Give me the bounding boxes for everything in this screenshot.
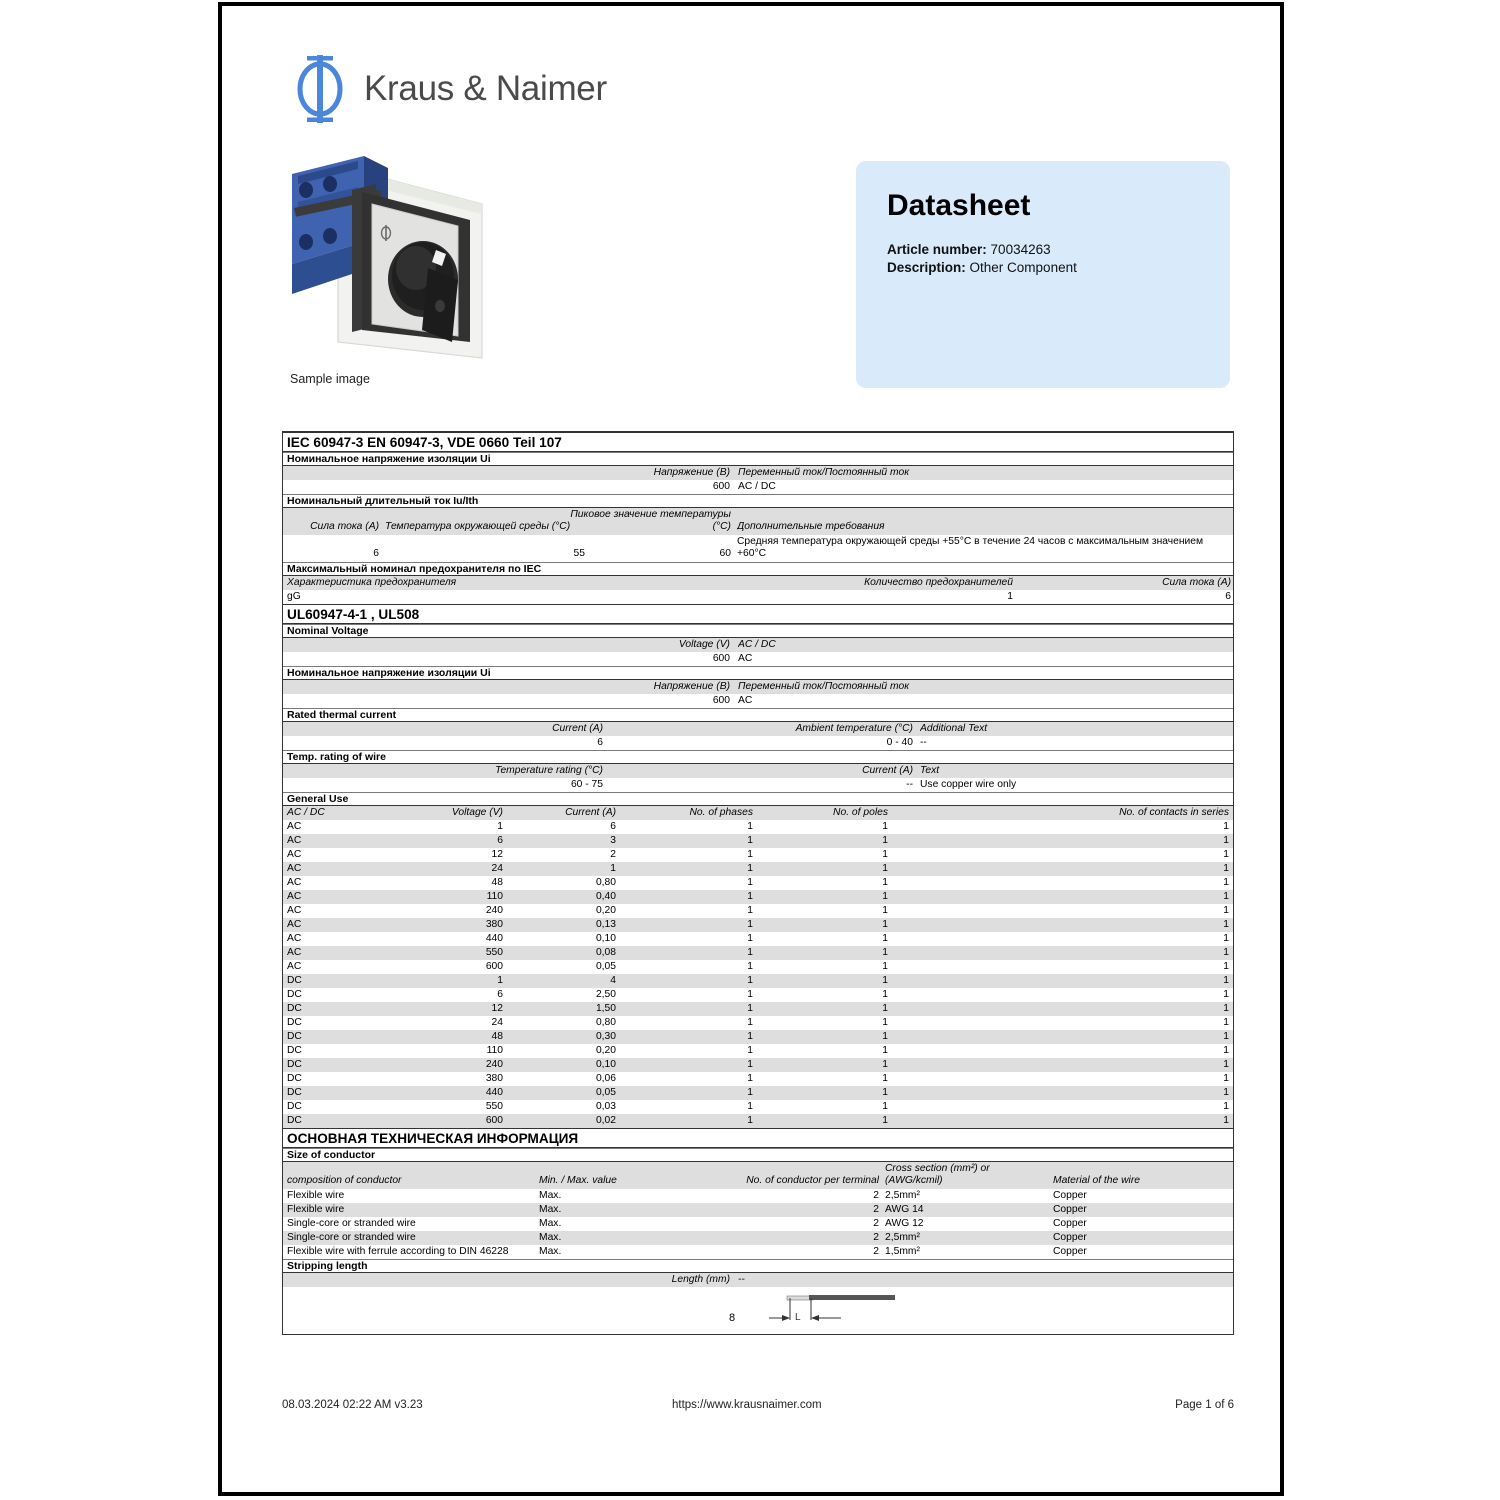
table-row <box>283 1231 1233 1245</box>
size-of-conductor-rows <box>283 1189 1233 1259</box>
table-cell: Flexible wire <box>287 1190 345 1201</box>
table-cell: DC <box>287 989 302 1000</box>
table-cell: Copper <box>1053 1204 1087 1215</box>
table-row: gG 1 6 <box>283 590 1233 604</box>
table-cell: 0,80 <box>595 1017 616 1028</box>
table-cell: DC <box>287 1073 302 1084</box>
table-cell: 1 <box>882 835 888 846</box>
table-cell: 1 <box>882 905 888 916</box>
table-cell: AC <box>287 877 302 888</box>
table-cell: 0,20 <box>595 1045 616 1056</box>
table-cell: 2,5mm² <box>885 1190 920 1201</box>
table-row: 600 AC / DC <box>283 480 1233 494</box>
table-cell: 2,5mm² <box>885 1232 920 1243</box>
table-cell: 1 <box>747 1045 753 1056</box>
table-cell: 1 <box>497 821 503 832</box>
table-cell: Flexible wire with ferrule according to DIN 46228 <box>287 1246 509 1257</box>
table-row <box>283 1100 1233 1114</box>
table-cell: DC <box>287 1115 302 1126</box>
table-cell: DC <box>287 1031 302 1042</box>
article-number-label: Article number: <box>887 242 987 257</box>
table-cell: 1 <box>747 975 753 986</box>
table-row: 6 55 60 Средняя температура окружающей среды +55°C в течение 24 часов с максимальным значением +60°C <box>283 535 1233 562</box>
table-row <box>283 1217 1233 1231</box>
table-cell: 2 <box>873 1232 879 1243</box>
table-cell: 1 <box>610 863 616 874</box>
description-label: Description: <box>887 260 966 275</box>
table-cell: 1 <box>882 821 888 832</box>
table-cell: 12 <box>491 1003 503 1014</box>
table-cell: 380 <box>485 1073 503 1084</box>
table-row <box>283 890 1233 904</box>
table-cell: 1 <box>747 891 753 902</box>
table-cell: 1 <box>882 1087 888 1098</box>
table-cell: 1 <box>882 1003 888 1014</box>
table-cell: 1 <box>747 1101 753 1112</box>
table-cell: 0,10 <box>595 933 616 944</box>
table-cell: 1 <box>882 975 888 986</box>
table-cell: 1 <box>1223 891 1229 902</box>
table-bottom-border <box>283 1333 1233 1335</box>
subsection-iec-thermal: Номинальный длительный ток Iu/Ith <box>283 494 1233 508</box>
table-row <box>283 1072 1233 1086</box>
table-cell: 1 <box>747 877 753 888</box>
table-cell: 48 <box>491 877 503 888</box>
table-cell: AC <box>287 905 302 916</box>
table-cell: 1,5mm² <box>885 1246 920 1257</box>
table-cell: 1 <box>1223 905 1229 916</box>
subsection-iec-insulation: Номинальное напряжение изоляции Ui <box>283 452 1233 466</box>
table-cell: 12 <box>491 849 503 860</box>
footer-page-number: Page 1 of 6 <box>1175 1399 1234 1411</box>
table-row <box>283 904 1233 918</box>
article-number-value: 70034263 <box>990 242 1051 257</box>
datasheet-header-box <box>856 161 1230 388</box>
table-cell: 0,10 <box>595 1059 616 1070</box>
stripping-length-value: 8 <box>729 1312 736 1324</box>
table-cell: 1 <box>882 877 888 888</box>
table-cell: 1 <box>1223 1017 1229 1028</box>
table-cell: AC <box>287 919 302 930</box>
table-cell: 600 <box>485 961 503 972</box>
table-cell: AC <box>287 863 302 874</box>
wire-stripping-dimension-icon <box>749 1287 949 1333</box>
footer-url[interactable]: https://www.krausnaimer.com <box>672 1399 822 1411</box>
table-cell: 1 <box>882 891 888 902</box>
table-cell: 0,20 <box>595 905 616 916</box>
table-cell: 1 <box>882 1101 888 1112</box>
table-cell: 48 <box>491 1031 503 1042</box>
table-cell: 1 <box>882 1045 888 1056</box>
table-row: 600 AC <box>283 652 1233 666</box>
stripping-length-diagram <box>283 1287 1233 1333</box>
table-cell: 1 <box>882 947 888 958</box>
table-header-row: composition of conductor Min. / Max. value No. of conductor per terminal Cross section (mm²) or (AWG/kcmil) Material of the wire <box>283 1162 1233 1189</box>
table-row <box>283 918 1233 932</box>
table-cell: 1 <box>1223 1003 1229 1014</box>
table-row <box>283 1030 1233 1044</box>
table-cell: DC <box>287 1101 302 1112</box>
table-cell: 6 <box>497 989 503 1000</box>
table-cell: 1 <box>1223 933 1229 944</box>
table-row <box>283 1086 1233 1100</box>
table-cell: 1 <box>747 1073 753 1084</box>
table-header-row: Напряжение (В) Переменный ток/Постоянный ток <box>283 680 1233 694</box>
table-row <box>283 1002 1233 1016</box>
table-row <box>283 988 1233 1002</box>
article-number-line <box>887 242 1051 257</box>
table-cell: DC <box>287 1087 302 1098</box>
table-cell: 1 <box>747 1031 753 1042</box>
table-cell: 1 <box>1223 1101 1229 1112</box>
table-header-row: Current (A) Ambient temperature (°C) Additional Text <box>283 722 1233 736</box>
table-cell: 1 <box>1223 961 1229 972</box>
table-cell: 600 <box>485 1115 503 1126</box>
description-value: Other Component <box>969 260 1077 275</box>
table-row: 6 0 - 40 -- <box>283 736 1233 750</box>
table-cell: AC <box>287 821 302 832</box>
table-cell: 1 <box>1223 1031 1229 1042</box>
brand-logo <box>292 53 607 125</box>
table-cell: AC <box>287 891 302 902</box>
table-cell: DC <box>287 1003 302 1014</box>
table-cell: 1 <box>747 1115 753 1126</box>
table-cell: 1 <box>1223 1115 1229 1126</box>
table-cell: DC <box>287 1017 302 1028</box>
table-cell: 0,30 <box>595 1031 616 1042</box>
table-cell: 1 <box>1223 1087 1229 1098</box>
table-cell: 1 <box>1223 863 1229 874</box>
table-cell: 1 <box>1223 835 1229 846</box>
table-cell: 2 <box>873 1204 879 1215</box>
table-row: 600 AC <box>283 694 1233 708</box>
table-row: 60 - 75 -- Use copper wire only <box>283 778 1233 792</box>
table-cell: 1 <box>882 1115 888 1126</box>
table-header-row: Сила тока (A) Температура окружающей среды (°C) Пиковое значение температуры (°C) Дополнительные требования <box>283 508 1233 535</box>
description-line <box>887 260 1077 275</box>
table-cell: AC <box>287 961 302 972</box>
table-cell: DC <box>287 1045 302 1056</box>
datasheet-title: Datasheet <box>887 189 1031 222</box>
table-cell: Copper <box>1053 1218 1087 1229</box>
table-cell: AWG 12 <box>885 1218 924 1229</box>
table-row <box>283 974 1233 988</box>
brand-name: Kraus & Naimer <box>364 69 607 108</box>
table-cell: 1,50 <box>595 1003 616 1014</box>
table-cell: 1 <box>882 1031 888 1042</box>
table-cell: 1 <box>1223 849 1229 860</box>
table-cell: 0,06 <box>595 1073 616 1084</box>
table-cell: 1 <box>1223 975 1229 986</box>
table-header-row: Напряжение (В) Переменный ток/Постоянный ток <box>283 466 1233 480</box>
subsection-ul-wire-temp: Temp. rating of wire <box>283 750 1233 764</box>
table-cell: AC <box>287 933 302 944</box>
table-cell: 240 <box>485 905 503 916</box>
table-cell: 0,13 <box>595 919 616 930</box>
general-use-rows <box>283 820 1233 1128</box>
table-cell: 1 <box>882 863 888 874</box>
table-cell: 24 <box>491 1017 503 1028</box>
table-row <box>283 1058 1233 1072</box>
table-row <box>283 862 1233 876</box>
phi-logo-icon <box>292 53 348 125</box>
table-row <box>283 834 1233 848</box>
table-cell: Flexible wire <box>287 1204 345 1215</box>
table-header-row: Voltage (V) AC / DC <box>283 638 1233 652</box>
table-cell: 1 <box>1223 877 1229 888</box>
table-cell: 1 <box>747 1003 753 1014</box>
table-cell: 2 <box>873 1190 879 1201</box>
table-cell: 1 <box>747 961 753 972</box>
table-cell: 1 <box>882 849 888 860</box>
table-cell: 1 <box>747 933 753 944</box>
table-cell: 2 <box>873 1218 879 1229</box>
table-cell: 4 <box>610 975 616 986</box>
table-cell: 380 <box>485 919 503 930</box>
table-cell: 1 <box>747 1087 753 1098</box>
table-cell: DC <box>287 975 302 986</box>
table-row <box>283 820 1233 834</box>
table-cell: 1 <box>1223 821 1229 832</box>
subsection-general-use: General Use <box>283 792 1233 806</box>
table-cell: 1 <box>747 863 753 874</box>
table-cell: 1 <box>747 835 753 846</box>
subsection-stripping-length: Stripping length <box>283 1259 1233 1273</box>
table-cell: AWG 14 <box>885 1204 924 1215</box>
table-row <box>283 960 1233 974</box>
table-row <box>283 1203 1233 1217</box>
table-cell: 1 <box>1223 989 1229 1000</box>
table-cell: 1 <box>747 905 753 916</box>
subsection-size-of-conductor: Size of conductor <box>283 1148 1233 1162</box>
table-cell: 1 <box>747 1017 753 1028</box>
table-row <box>283 1189 1233 1203</box>
table-cell: 1 <box>747 1059 753 1070</box>
subsection-ul-insulation: Номинальное напряжение изоляции Ui <box>283 666 1233 680</box>
table-cell: 1 <box>882 1073 888 1084</box>
table-cell: 440 <box>485 1087 503 1098</box>
section-header-ul: UL60947-4-1 , UL508 <box>283 604 1233 624</box>
table-cell: AC <box>287 835 302 846</box>
section-header-iec: IEC 60947-3 EN 60947-3, VDE 0660 Teil 107 <box>283 432 1233 452</box>
subsection-ul-rated-thermal: Rated thermal current <box>283 708 1233 722</box>
table-cell: 1 <box>747 849 753 860</box>
table-cell: 0,03 <box>595 1101 616 1112</box>
subsection-iec-fuse: Максимальный номинал предохранителя по IEC <box>283 562 1233 576</box>
table-cell: 1 <box>1223 947 1229 958</box>
table-cell: 2 <box>610 849 616 860</box>
table-cell: 110 <box>486 1045 503 1056</box>
table-cell: 0,02 <box>595 1115 616 1126</box>
table-cell: 1 <box>1223 919 1229 930</box>
table-cell: 24 <box>491 863 503 874</box>
table-cell: 1 <box>1223 1045 1229 1056</box>
table-cell: 1 <box>882 1017 888 1028</box>
table-cell: 1 <box>1223 1073 1229 1084</box>
table-row <box>283 1114 1233 1128</box>
table-cell: Single-core or stranded wire <box>287 1218 416 1229</box>
table-row <box>283 1245 1233 1259</box>
table-header-row: Характеристика предохранителя Количество предохранителей Сила тока (A) <box>283 576 1233 590</box>
table-cell: 440 <box>485 933 503 944</box>
table-cell: Max. <box>539 1190 562 1201</box>
table-cell: 1 <box>882 919 888 930</box>
table-cell: 1 <box>882 989 888 1000</box>
table-header-row: Temperature rating (°C) Current (A) Text <box>283 764 1233 778</box>
table-cell: 1 <box>747 989 753 1000</box>
table-cell: 1 <box>882 933 888 944</box>
table-cell: AC <box>287 849 302 860</box>
table-cell: Max. <box>539 1204 562 1215</box>
section-header-main-tech: ОСНОВНАЯ ТЕХНИЧЕСКАЯ ИНФОРМАЦИЯ <box>283 1128 1233 1148</box>
table-cell: 550 <box>485 947 503 958</box>
table-row <box>283 1016 1233 1030</box>
table-cell: 1 <box>882 961 888 972</box>
table-cell: Copper <box>1053 1246 1087 1257</box>
table-cell: 1 <box>497 975 503 986</box>
table-cell: 2,50 <box>595 989 616 1000</box>
product-image <box>280 146 520 386</box>
table-row <box>283 932 1233 946</box>
table-cell: 1 <box>1223 1059 1229 1070</box>
table-cell: 0,08 <box>595 947 616 958</box>
table-cell: Copper <box>1053 1232 1087 1243</box>
table-cell: 1 <box>882 1059 888 1070</box>
table-cell: 3 <box>610 835 616 846</box>
table-cell: AC <box>287 947 302 958</box>
table-cell: 1 <box>747 919 753 930</box>
table-cell: Copper <box>1053 1190 1087 1201</box>
table-header-row: AC / DC Voltage (V) Current (A) No. of phases No. of poles No. of contacts in series <box>283 806 1233 820</box>
table-cell: 550 <box>485 1101 503 1112</box>
table-cell: 6 <box>497 835 503 846</box>
product-image-caption: Sample image <box>290 372 370 386</box>
specifications-table <box>282 431 1234 1335</box>
table-cell: DC <box>287 1059 302 1070</box>
table-cell: 0,05 <box>595 961 616 972</box>
table-row <box>283 848 1233 862</box>
table-cell: 0,40 <box>595 891 616 902</box>
svg-text:L: L <box>795 1312 801 1323</box>
table-cell: Max. <box>539 1232 562 1243</box>
table-cell: 0,80 <box>595 877 616 888</box>
table-cell: 1 <box>747 947 753 958</box>
table-cell: 2 <box>873 1246 879 1257</box>
table-cell: 1 <box>747 821 753 832</box>
table-cell: Max. <box>539 1246 562 1257</box>
table-cell: 110 <box>486 891 503 902</box>
table-cell: 240 <box>485 1059 503 1070</box>
datasheet-page <box>218 2 1284 1496</box>
table-row <box>283 876 1233 890</box>
footer-timestamp: 08.03.2024 02:22 AM v3.23 <box>282 1399 423 1411</box>
table-cell: Max. <box>539 1218 562 1229</box>
table-cell: Single-core or stranded wire <box>287 1232 416 1243</box>
table-row <box>283 946 1233 960</box>
table-cell: 6 <box>610 821 616 832</box>
table-cell: 0,05 <box>595 1087 616 1098</box>
table-row <box>283 1044 1233 1058</box>
subsection-ul-nominal-voltage: Nominal Voltage <box>283 624 1233 638</box>
table-header-row: Length (mm) -- <box>283 1273 1233 1287</box>
